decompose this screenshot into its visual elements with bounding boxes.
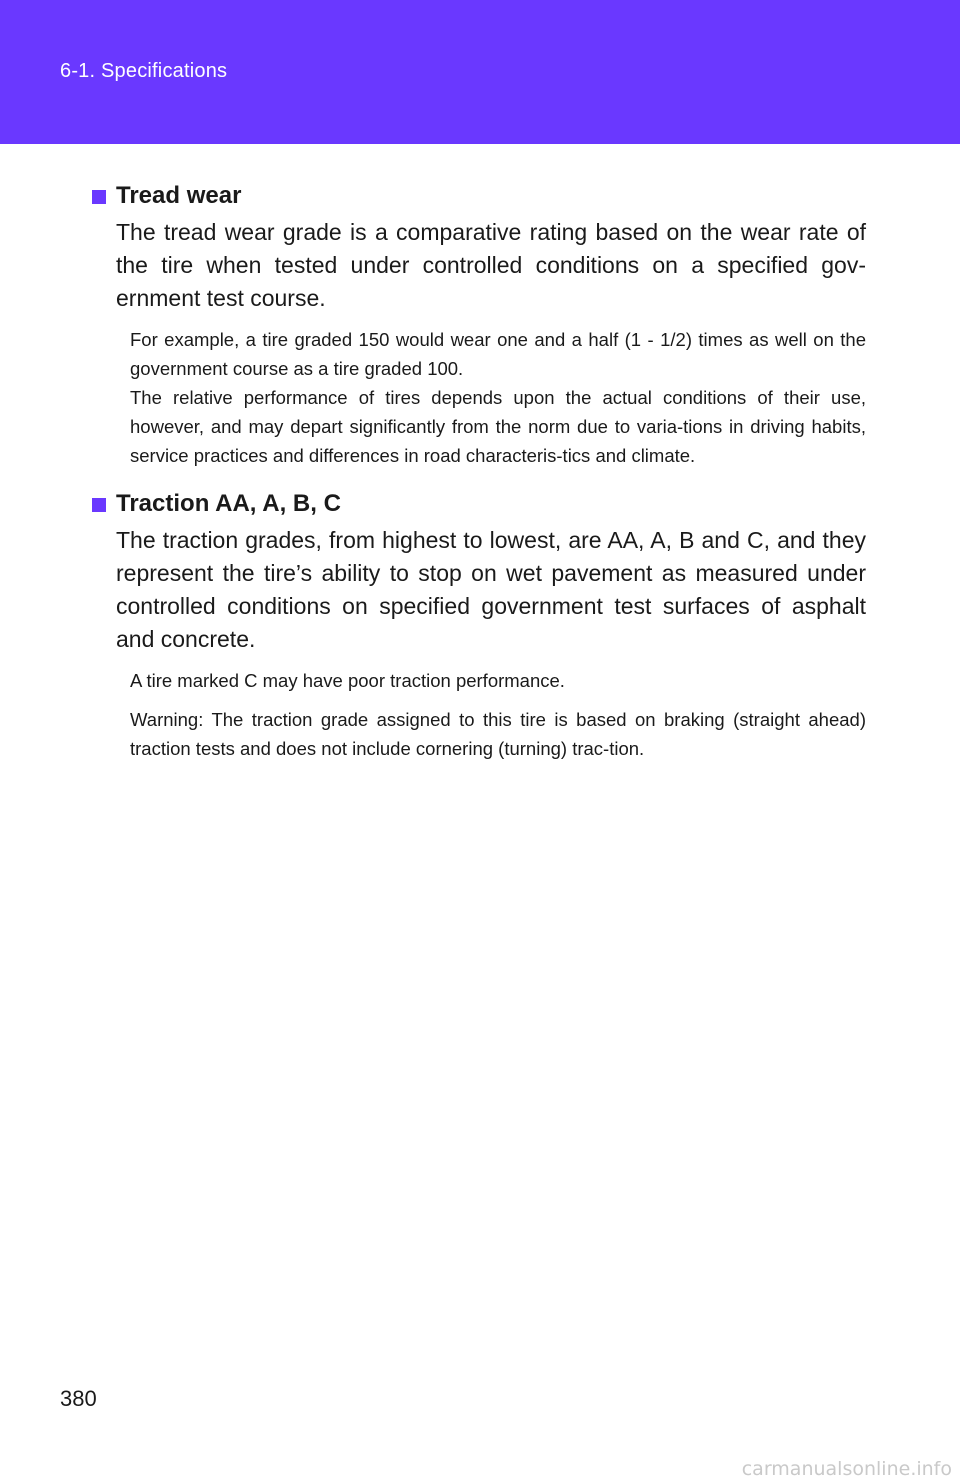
watermark: carmanualsonline.info	[741, 1458, 952, 1480]
spacer	[92, 470, 866, 484]
section-note: Warning: The traction grade assigned to this tire is based on braking (straight ahead) traction tests and does not include cornering (turning) trac-tion.	[130, 709, 866, 759]
section-note: For example, a tire graded 150 would wear one and a half (1 - 1/2) times as well on the government course as a tire graded 100.	[130, 329, 866, 379]
page-header-band	[0, 0, 960, 144]
section-title: Traction AA, A, B, C	[116, 490, 341, 517]
section-title: Tread wear	[116, 182, 242, 209]
section-traction	[92, 484, 866, 763]
square-bullet-icon	[92, 498, 106, 512]
square-bullet-icon	[92, 190, 106, 204]
section-heading	[92, 484, 866, 524]
section-tread-wear	[92, 176, 866, 470]
section-lead-text: The tread wear grade is a comparative rating based on the wear rate of the tire when tested under controlled conditions on a specified gov-ernment test course.	[116, 219, 866, 311]
page-content	[92, 176, 866, 763]
section-note: A tire marked C may have poor traction performance.	[130, 670, 565, 691]
section-note: The relative performance of tires depends upon the actual conditions of their use, however, and may depart significantly from the norm due to varia-tions in driving habits, service practices and differences in road characteris-tics and climate.	[130, 387, 866, 466]
page-number: 380	[60, 1386, 97, 1411]
section-header-title: 6-1. Specifications	[60, 60, 228, 82]
section-heading	[92, 176, 866, 216]
section-lead-text: The traction grades, from highest to lowest, are AA, A, B and C, and they represent the tire’s ability to stop on wet pavement as measured under controlled conditions on specified government test surfaces of asphalt and concrete.	[116, 527, 866, 652]
